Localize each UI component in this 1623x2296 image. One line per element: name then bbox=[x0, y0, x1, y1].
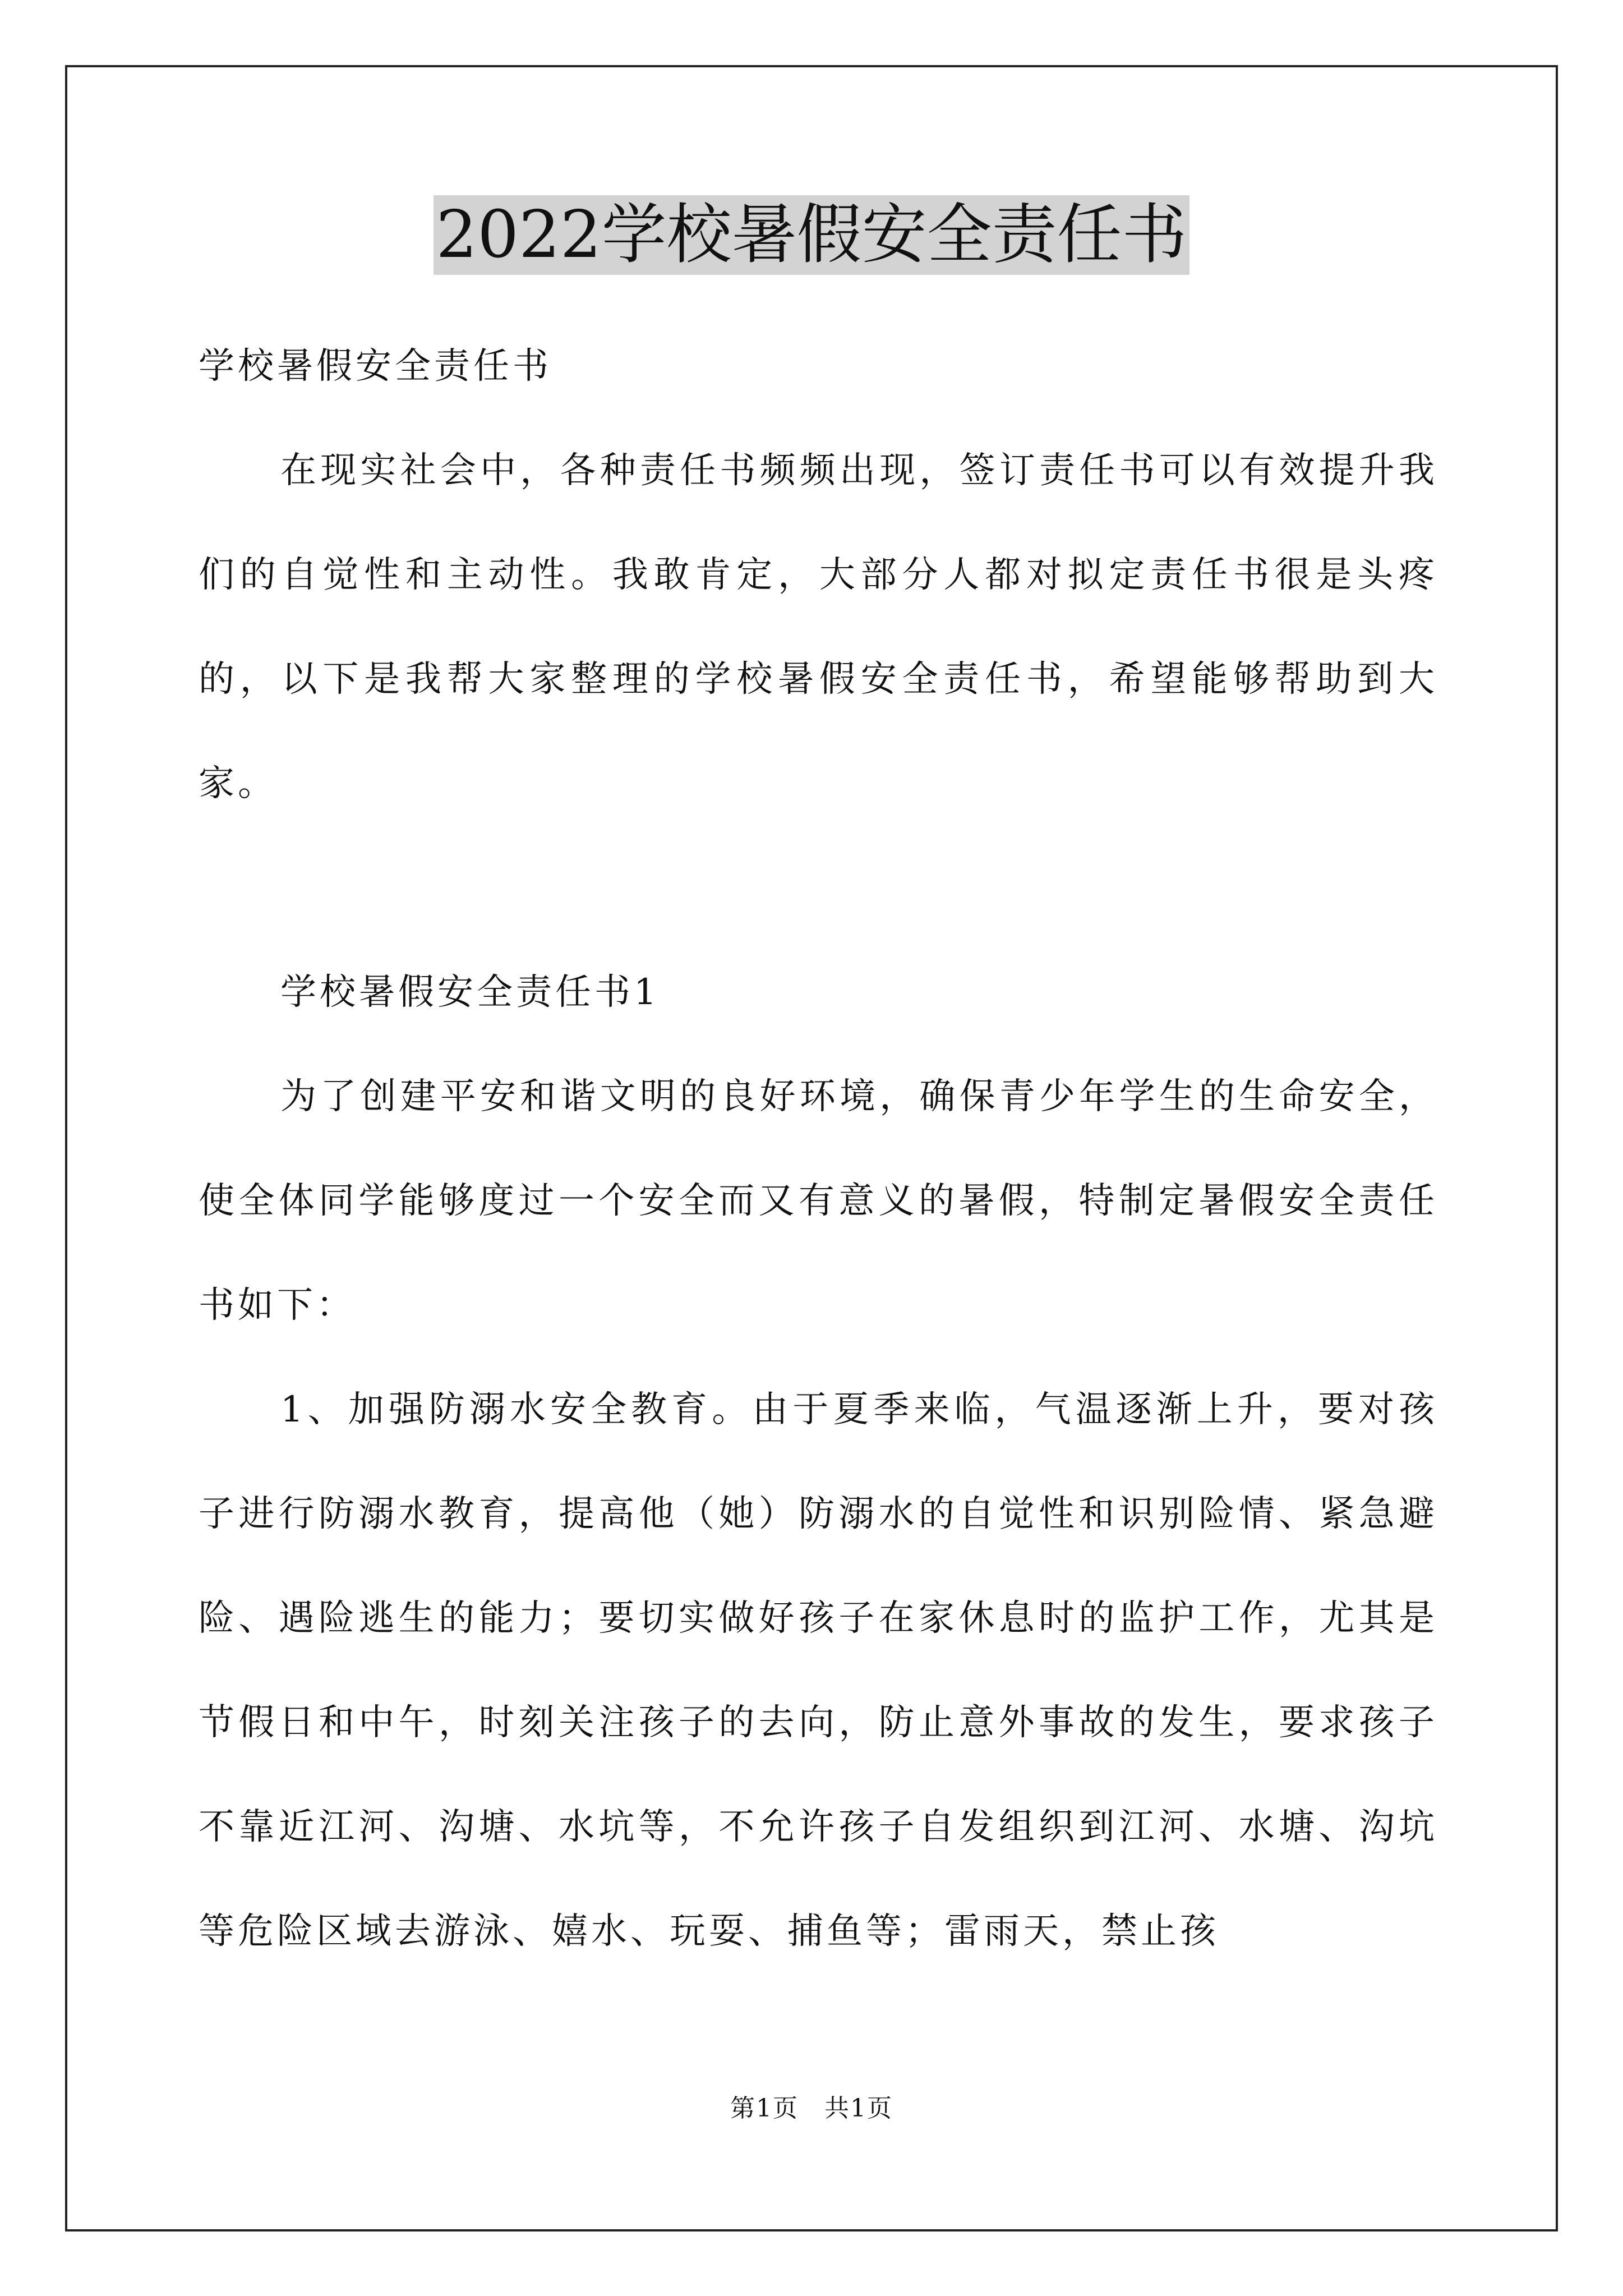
page-footer: 第1页 共1页 bbox=[730, 2094, 893, 2123]
document-title bbox=[0, 195, 1623, 275]
section-paragraph-2: 1、加强防溺水安全教育。由于夏季来临，气温逐渐上升，要对孩子进行防溺水教育，提高他（她）防溺水的自觉性和识别险情、紧急避险、遇险逃生的能力；要切实做好孩子在家休息时的监护工作，尤其是节假日和中午，时刻关注孩子的去向，防止意外事故的发生，要求孩子不靠近江河、沟塘、水坑等，不允许孩子自发组织到江河、水塘、沟坑等危险区域去游泳、嬉水、玩耍、捕鱼等；雷雨天，禁止孩 bbox=[199, 1389, 1438, 1952]
document-body bbox=[199, 314, 1438, 1984]
document-title-text: 2022学校暑假安全责任书 bbox=[434, 195, 1189, 275]
intro-paragraph: 在现实社会中，各种责任书频频出现，签订责任书可以有效提升我们的自觉性和主动性。我敢肯定，大部分人都对拟定责任书很是头疼的，以下是我帮大家整理的学校暑假安全责任书，希望能够帮助到大家。 bbox=[199, 450, 1438, 804]
section-heading: 学校暑假安全责任书1 bbox=[280, 972, 660, 1013]
document-subtitle: 学校暑假安全责任书 bbox=[199, 346, 552, 387]
section-paragraph-1: 为了创建平安和谐文明的良好环境，确保青少年学生的生命安全，使全体同学能够度过一个安全而又有意义的暑假，特制定暑假安全责任书如下： bbox=[199, 1076, 1438, 1326]
